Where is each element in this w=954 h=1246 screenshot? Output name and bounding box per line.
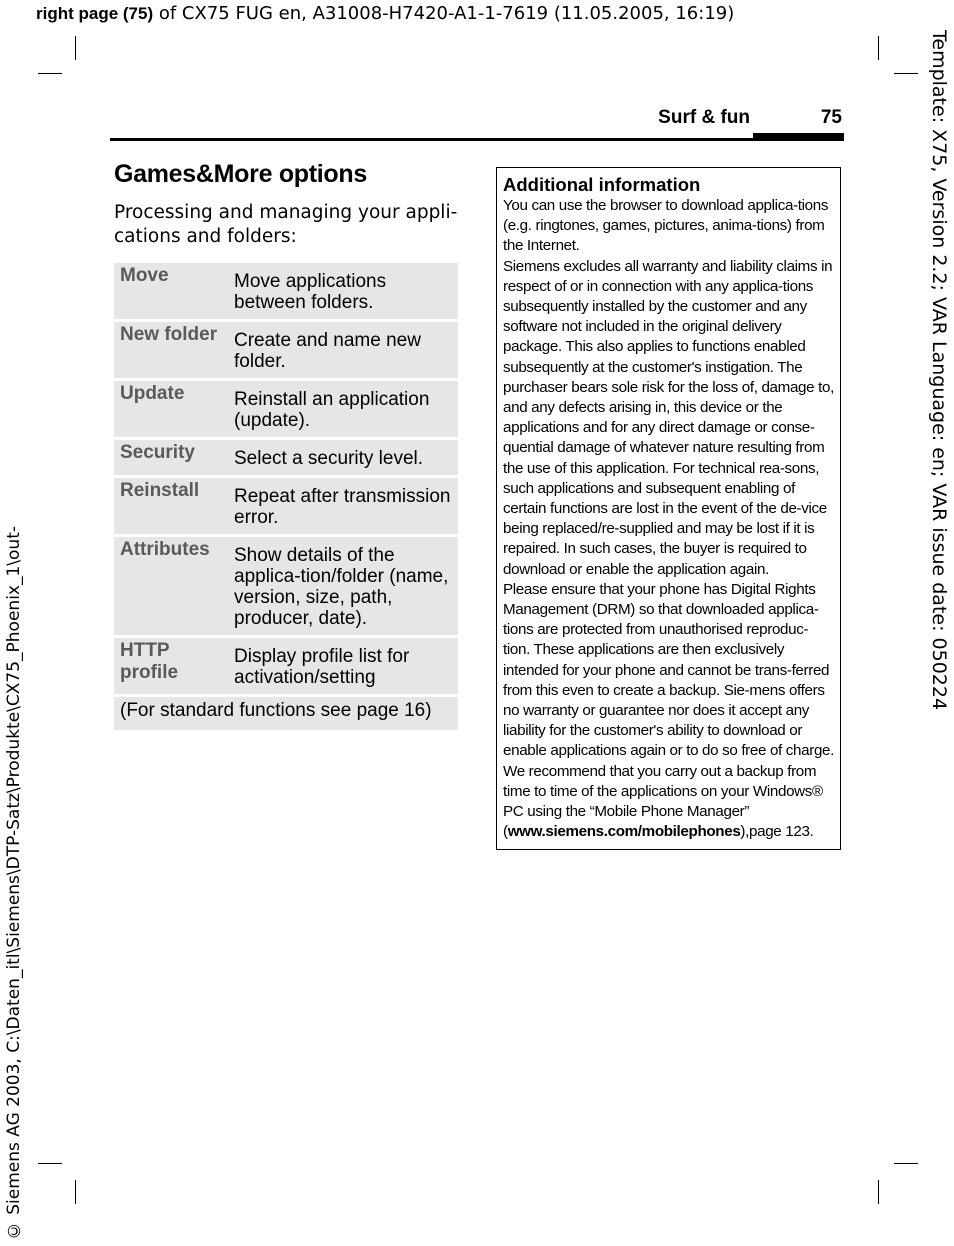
option-description: Display profile list for activation/setting xyxy=(224,638,458,694)
option-description: Reinstall an application (update). xyxy=(224,381,458,437)
table-row xyxy=(114,263,458,319)
crop-mark xyxy=(894,1163,918,1164)
running-head xyxy=(110,105,844,141)
footer-note: (For standard functions see page 16) xyxy=(114,697,458,730)
additional-info-box xyxy=(496,167,841,850)
option-description: Move applications between folders. xyxy=(224,263,458,319)
info-title: Additional information xyxy=(503,174,701,195)
main-column xyxy=(114,160,458,733)
info-body xyxy=(503,196,834,843)
table-row xyxy=(114,381,458,437)
options-table xyxy=(114,260,458,733)
page-side-label: right page (75) xyxy=(36,4,154,23)
table-row xyxy=(114,440,458,475)
section-title: Surf & fun xyxy=(658,107,750,128)
option-name: Attributes xyxy=(114,537,224,635)
copyright-path: © Siemens AG 2003, C:\Daten_itl\Siemens\DTP-Satz\Produkte\CX75_Phoenix_1\out- xyxy=(4,525,24,1240)
document-id: of CX75 FUG en, A31008-H7420-A1-1-7619 (11.05.2005, 16:19) xyxy=(153,3,735,24)
info-paragraph: Siemens excludes all warranty and liability claims in respect of or in connection with any applica-tions subsequently installed by the customer and any software not included in the original delivery package. This also applies to functions enabled subsequently at the customer's instigation. The purchaser bears sole risk for the loss of, damage to, and any defects arising in, this device or the applications and for any direct damage or conse-quential damage of whatever nature resulting from the use of this application. For technical rea-sons, such applications and subsequent enabling of certain functions are lost in the event of the de-vice being replaced/re-supplied and may be lost if it is repaired. In such cases, the buyer is required to download or enable the application again. xyxy=(503,257,834,578)
intro-text: Processing and managing your appli-cations and folders: xyxy=(114,202,458,247)
crop-mark xyxy=(75,1180,76,1204)
option-description: Repeat after transmission error. xyxy=(224,478,458,534)
page-title: Games&More options xyxy=(114,160,367,188)
option-name: Reinstall xyxy=(114,478,224,534)
link-suffix: ),page 123. xyxy=(740,823,814,841)
option-name: New folder xyxy=(114,322,224,378)
option-description: Select a security level. xyxy=(224,440,458,475)
table-row xyxy=(114,537,458,635)
info-paragraph: Please ensure that your phone has Digital Rights Management (DRM) so that downloaded applica-tions are protected from unauthorised reproduc-tion. These applications are then exclusively intended for your phone and cannot be trans-ferred from this even to create a backup. Sie-mens offers no warranty or guarantee nor does it accept any liability for the customer's ability to download or enable applications again or to do so free of charge. We recommend that you carry out a backup from time to time of the applications on your Windows® PC using the “Mobile Phone Manager” xyxy=(503,580,835,821)
template-info: Template: X75, Version 2.2; VAR Language: en; VAR issue date: 050224 xyxy=(928,30,950,711)
info-link-line xyxy=(503,822,834,842)
website-link[interactable]: www.siemens.com/mobilephones xyxy=(507,823,741,841)
crop-mark xyxy=(38,1163,62,1164)
table-row xyxy=(114,638,458,694)
option-name: Security xyxy=(114,440,224,475)
option-description: Create and name new folder. xyxy=(224,322,458,378)
crop-mark xyxy=(878,36,879,60)
info-paragraph: You can use the browser to download applica-tions (e.g. ringtones, games, pictures, anima-tions) from the Internet. xyxy=(503,197,829,255)
option-name: HTTP profile xyxy=(114,638,224,694)
header-rule xyxy=(110,138,753,141)
crop-mark xyxy=(878,1180,879,1204)
print-metadata xyxy=(36,2,734,25)
page-number: 75 xyxy=(820,107,842,128)
crop-mark xyxy=(894,73,918,74)
crop-mark xyxy=(75,36,76,60)
option-description: Show details of the applica-tion/folder (name, version, size, path, producer, date). xyxy=(224,537,458,635)
table-row xyxy=(114,322,458,378)
table-row xyxy=(114,478,458,534)
option-name: Move xyxy=(114,263,224,319)
crop-mark xyxy=(38,73,62,74)
option-name: Update xyxy=(114,381,224,437)
table-footer-row xyxy=(114,697,458,730)
link-prefix: ( xyxy=(503,823,508,841)
page-number-rule xyxy=(753,133,844,141)
